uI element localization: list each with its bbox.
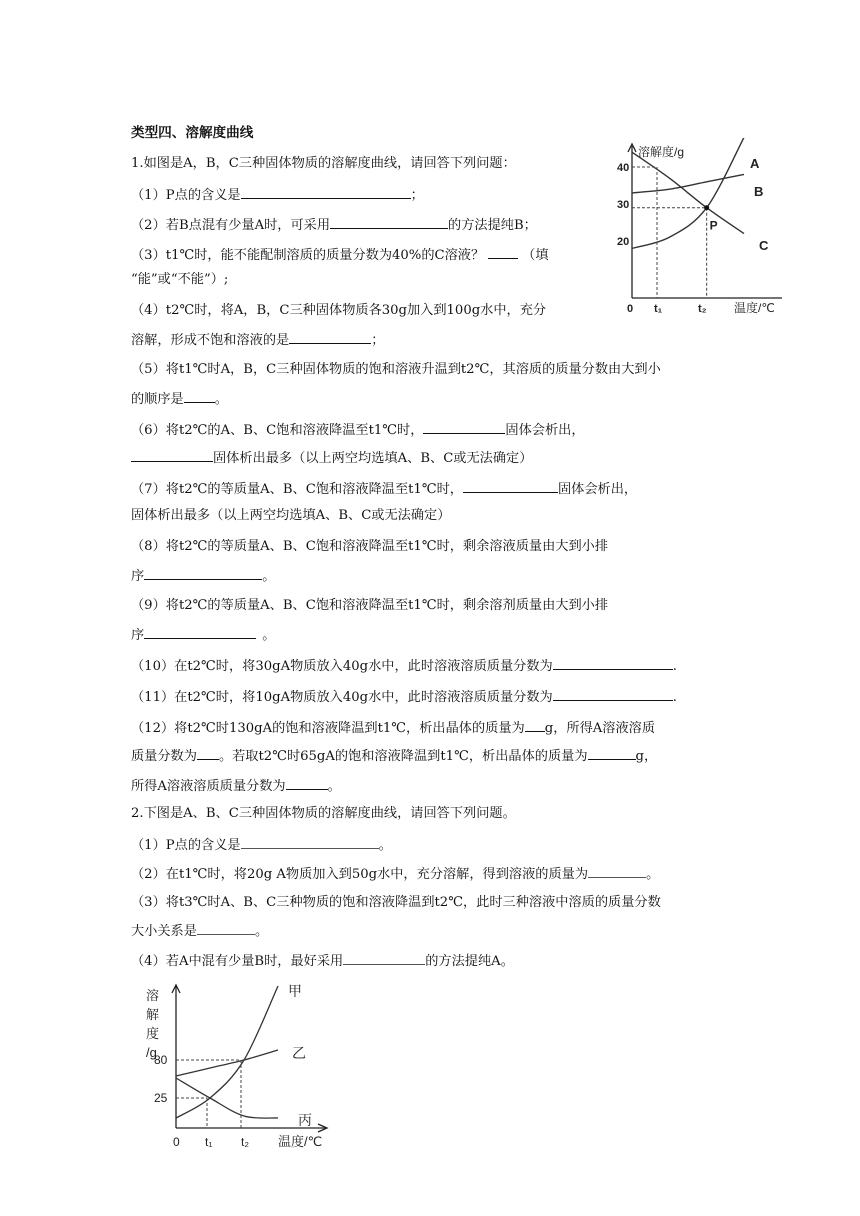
- q1-s5-tail: 。: [214, 392, 228, 407]
- x-tick-label: 0: [173, 1135, 180, 1149]
- q2-s1-text: （1）P点的含义是: [131, 838, 241, 853]
- answer-blank[interactable]: [330, 216, 448, 229]
- curve-B: [632, 174, 744, 193]
- q1-s3: [131, 246, 549, 264]
- q1-s8-tail: 。: [262, 569, 276, 584]
- q1-s8-text: 序: [131, 569, 145, 584]
- q1-s12-tail: 。: [327, 779, 341, 794]
- q1-s12-text3: 质量分数为: [131, 749, 197, 764]
- q1-s3-text: （3）t1℃时，能不能配制溶质的质量分数为40%的C溶液？: [131, 248, 485, 263]
- q1-s3-tail: （填: [522, 248, 549, 263]
- answer-blank[interactable]: [423, 421, 505, 434]
- q1-intro: 1.如图是A，B，C三种固体物质的溶解度曲线，请回答下列问题：: [131, 156, 516, 171]
- y-axis-label: 溶解度/g: [638, 145, 685, 159]
- q1-s6-tail: 固体会析出，: [505, 423, 585, 438]
- q1-s8-cont: [131, 567, 275, 585]
- y-axis-label-char: 溶: [146, 988, 160, 1003]
- series-label-C: C: [759, 238, 769, 253]
- answer-blank[interactable]: [553, 657, 673, 670]
- answer-blank[interactable]: [488, 246, 518, 259]
- series-label-B: B: [754, 184, 764, 199]
- y-tick-label: 80: [154, 1053, 168, 1067]
- q1-s9-text: 序: [131, 628, 145, 643]
- answer-blank[interactable]: [588, 747, 636, 760]
- q2-intro: 2.下图是A、B、C三种固体物质的溶解度曲线，请回答下列问题。: [131, 806, 516, 821]
- y-tick-label: 25: [154, 1091, 168, 1105]
- x-tick-label: t₁: [205, 1135, 213, 1149]
- q1-s11-tail: .: [672, 690, 677, 705]
- answer-blank[interactable]: [463, 480, 558, 493]
- q1-s12-text4: 。若取t2℃时65gA的饱和溶液降温到t1℃，析出晶体的质量为: [218, 749, 588, 764]
- point-P-label: P: [709, 218, 718, 233]
- answer-blank[interactable]: [289, 331, 371, 344]
- q1-s5-cont: [131, 390, 228, 408]
- y-axis-label-char: /g: [146, 1045, 157, 1060]
- answer-blank[interactable]: [553, 688, 673, 701]
- q1-s7-tail: 固体会析出，: [557, 482, 638, 497]
- q2-s3-text: 大小关系是: [131, 924, 197, 939]
- q1-s12-text6: 所得A溶液溶质质量分数为: [131, 779, 286, 794]
- q1-s5: （5）将t1℃时A，B，C三种固体物质的饱和溶液升温到t2℃，其溶质的质量分数由大到小: [131, 362, 661, 377]
- q1-s12-cont2: [131, 777, 341, 795]
- q1-s11: [131, 688, 677, 706]
- y-axis-label-char: 解: [146, 1007, 160, 1022]
- answer-blank[interactable]: [241, 836, 379, 849]
- curve-乙: [176, 1050, 278, 1076]
- q2-s4-text: （4）若A中混有少量B时，最好采用: [131, 954, 344, 969]
- q2-s4-tail: 的方法提纯A。: [425, 954, 514, 969]
- y-tick-label: 20: [617, 236, 630, 248]
- q1-s4-tail: ；: [371, 333, 385, 348]
- q1-s12-cont: [131, 747, 657, 765]
- q1-s7: [131, 480, 637, 498]
- q1-s12-text5: g，: [635, 749, 658, 764]
- x-tick-label: t₁: [654, 303, 663, 315]
- q2-s3: （3）将t3℃时A、B、C三种物质的饱和溶液降温到t2℃，此时三种溶液中溶质的质量分数: [131, 895, 661, 910]
- q1-s7-cont: 固体析出最多（以上两空均选填A、B、C或无法确定）: [131, 508, 451, 523]
- answer-blank[interactable]: [286, 777, 328, 790]
- q1-s6-text: （6）将t2℃的A、B、C饱和溶液降温至t1℃时，: [131, 423, 424, 438]
- answer-blank[interactable]: [197, 747, 219, 760]
- x-axis-label: 温度/℃: [278, 1134, 323, 1149]
- q1-s1-tail: ；: [410, 188, 424, 203]
- q1-s9-tail: 。: [262, 628, 276, 643]
- series-label-甲: 甲: [288, 983, 302, 999]
- q2-s2: [131, 865, 659, 883]
- x-tick-label: t₂: [241, 1135, 249, 1149]
- q1-s10-tail: .: [672, 659, 677, 674]
- solubility-chart-1: [604, 138, 790, 324]
- answer-blank[interactable]: [197, 922, 255, 935]
- answer-blank[interactable]: [184, 390, 215, 403]
- q2-s3-cont: [131, 922, 268, 940]
- q1-s5-text: 的顺序是: [131, 392, 184, 407]
- q1-s2-text: （2）若B点混有少量A时，可采用: [131, 218, 331, 233]
- q2-s2-tail: 。: [646, 867, 660, 882]
- q1-s12: [131, 719, 655, 737]
- q1-s8: （8）将t2℃的等质量A、B、C饱和溶液降温至t1℃时，剩余溶液质量由大到小排: [131, 539, 609, 554]
- section-title: 类型四、溶解度曲线: [131, 125, 254, 141]
- q1-s10: [131, 657, 677, 675]
- q1-s10-text: （10）在t2℃时，将30gA物质放入40g水中，此时溶液溶质质量分数为: [131, 659, 553, 674]
- series-label-A: A: [750, 156, 760, 171]
- q2-s4: [131, 952, 514, 970]
- q2-s1-tail: 。: [378, 838, 392, 853]
- q2-s1: [131, 836, 392, 854]
- q1-s4-text: 溶解，形成不饱和溶液的是: [131, 333, 290, 348]
- answer-blank[interactable]: [588, 865, 646, 878]
- q1-s2-tail: 的方法提纯B；: [448, 218, 537, 233]
- point-P: [704, 205, 709, 210]
- q1-s12-text: （12）将t2℃时130gA的饱和溶液降温到t1℃，析出晶体的质量为: [131, 721, 525, 736]
- answer-blank[interactable]: [525, 719, 545, 732]
- q1-s11-text: （11）在t2℃时，将10gA物质放入40g水中，此时溶液溶质质量分数为: [131, 690, 553, 705]
- answer-blank[interactable]: [343, 952, 425, 965]
- q1-s4: （4）t2℃时，将A，B，C三种固体物质各30g加入到100g水中，充分: [131, 303, 547, 318]
- series-label-乙: 乙: [292, 1045, 306, 1061]
- q1-s12-text2: g，所得A溶液溶质: [544, 721, 656, 736]
- q2-s2-text: （2）在t1℃时，将20g A物质加入到50g水中，充分溶解，得到溶液的质量为: [131, 867, 589, 882]
- answer-blank[interactable]: [144, 567, 262, 580]
- y-axis-label-char: 度: [146, 1026, 160, 1041]
- solubility-chart-2: [140, 980, 340, 1150]
- q1-s2: [131, 216, 537, 234]
- answer-blank[interactable]: [131, 449, 213, 462]
- q1-s1: [131, 186, 424, 204]
- x-tick-label: t₂: [698, 303, 707, 315]
- y-tick-label: 40: [617, 162, 630, 174]
- answer-blank[interactable]: [241, 186, 411, 199]
- y-tick-label: 30: [617, 199, 630, 211]
- q1-s7-text: （7）将t2℃的等质量A、B、C饱和溶液降温至t1℃时，: [131, 482, 463, 497]
- q1-s9-cont: [131, 626, 275, 644]
- q1-s6: [131, 421, 585, 439]
- curve-C: [632, 152, 744, 233]
- q1-s1-text: （1）P点的含义是: [131, 188, 241, 203]
- q1-s3-cont: “能”或“不能”）;: [131, 272, 229, 287]
- x-axis-label: 温度/℃: [734, 301, 775, 315]
- series-label-丙: 丙: [298, 1112, 312, 1128]
- q2-s3-tail: 。: [254, 924, 269, 939]
- x-tick-label: 0: [627, 303, 634, 315]
- q1-s6-cont: [131, 449, 532, 467]
- answer-blank[interactable]: [144, 626, 256, 639]
- q1-s4-cont: [131, 331, 384, 349]
- q1-s9: （9）将t2℃的等质量A、B、C饱和溶液降温至t1℃时，剩余溶剂质量由大到小排: [131, 598, 609, 613]
- q1-s6-text2: 固体析出最多（以上两空均选填A、B、C或无法确定）: [213, 451, 533, 466]
